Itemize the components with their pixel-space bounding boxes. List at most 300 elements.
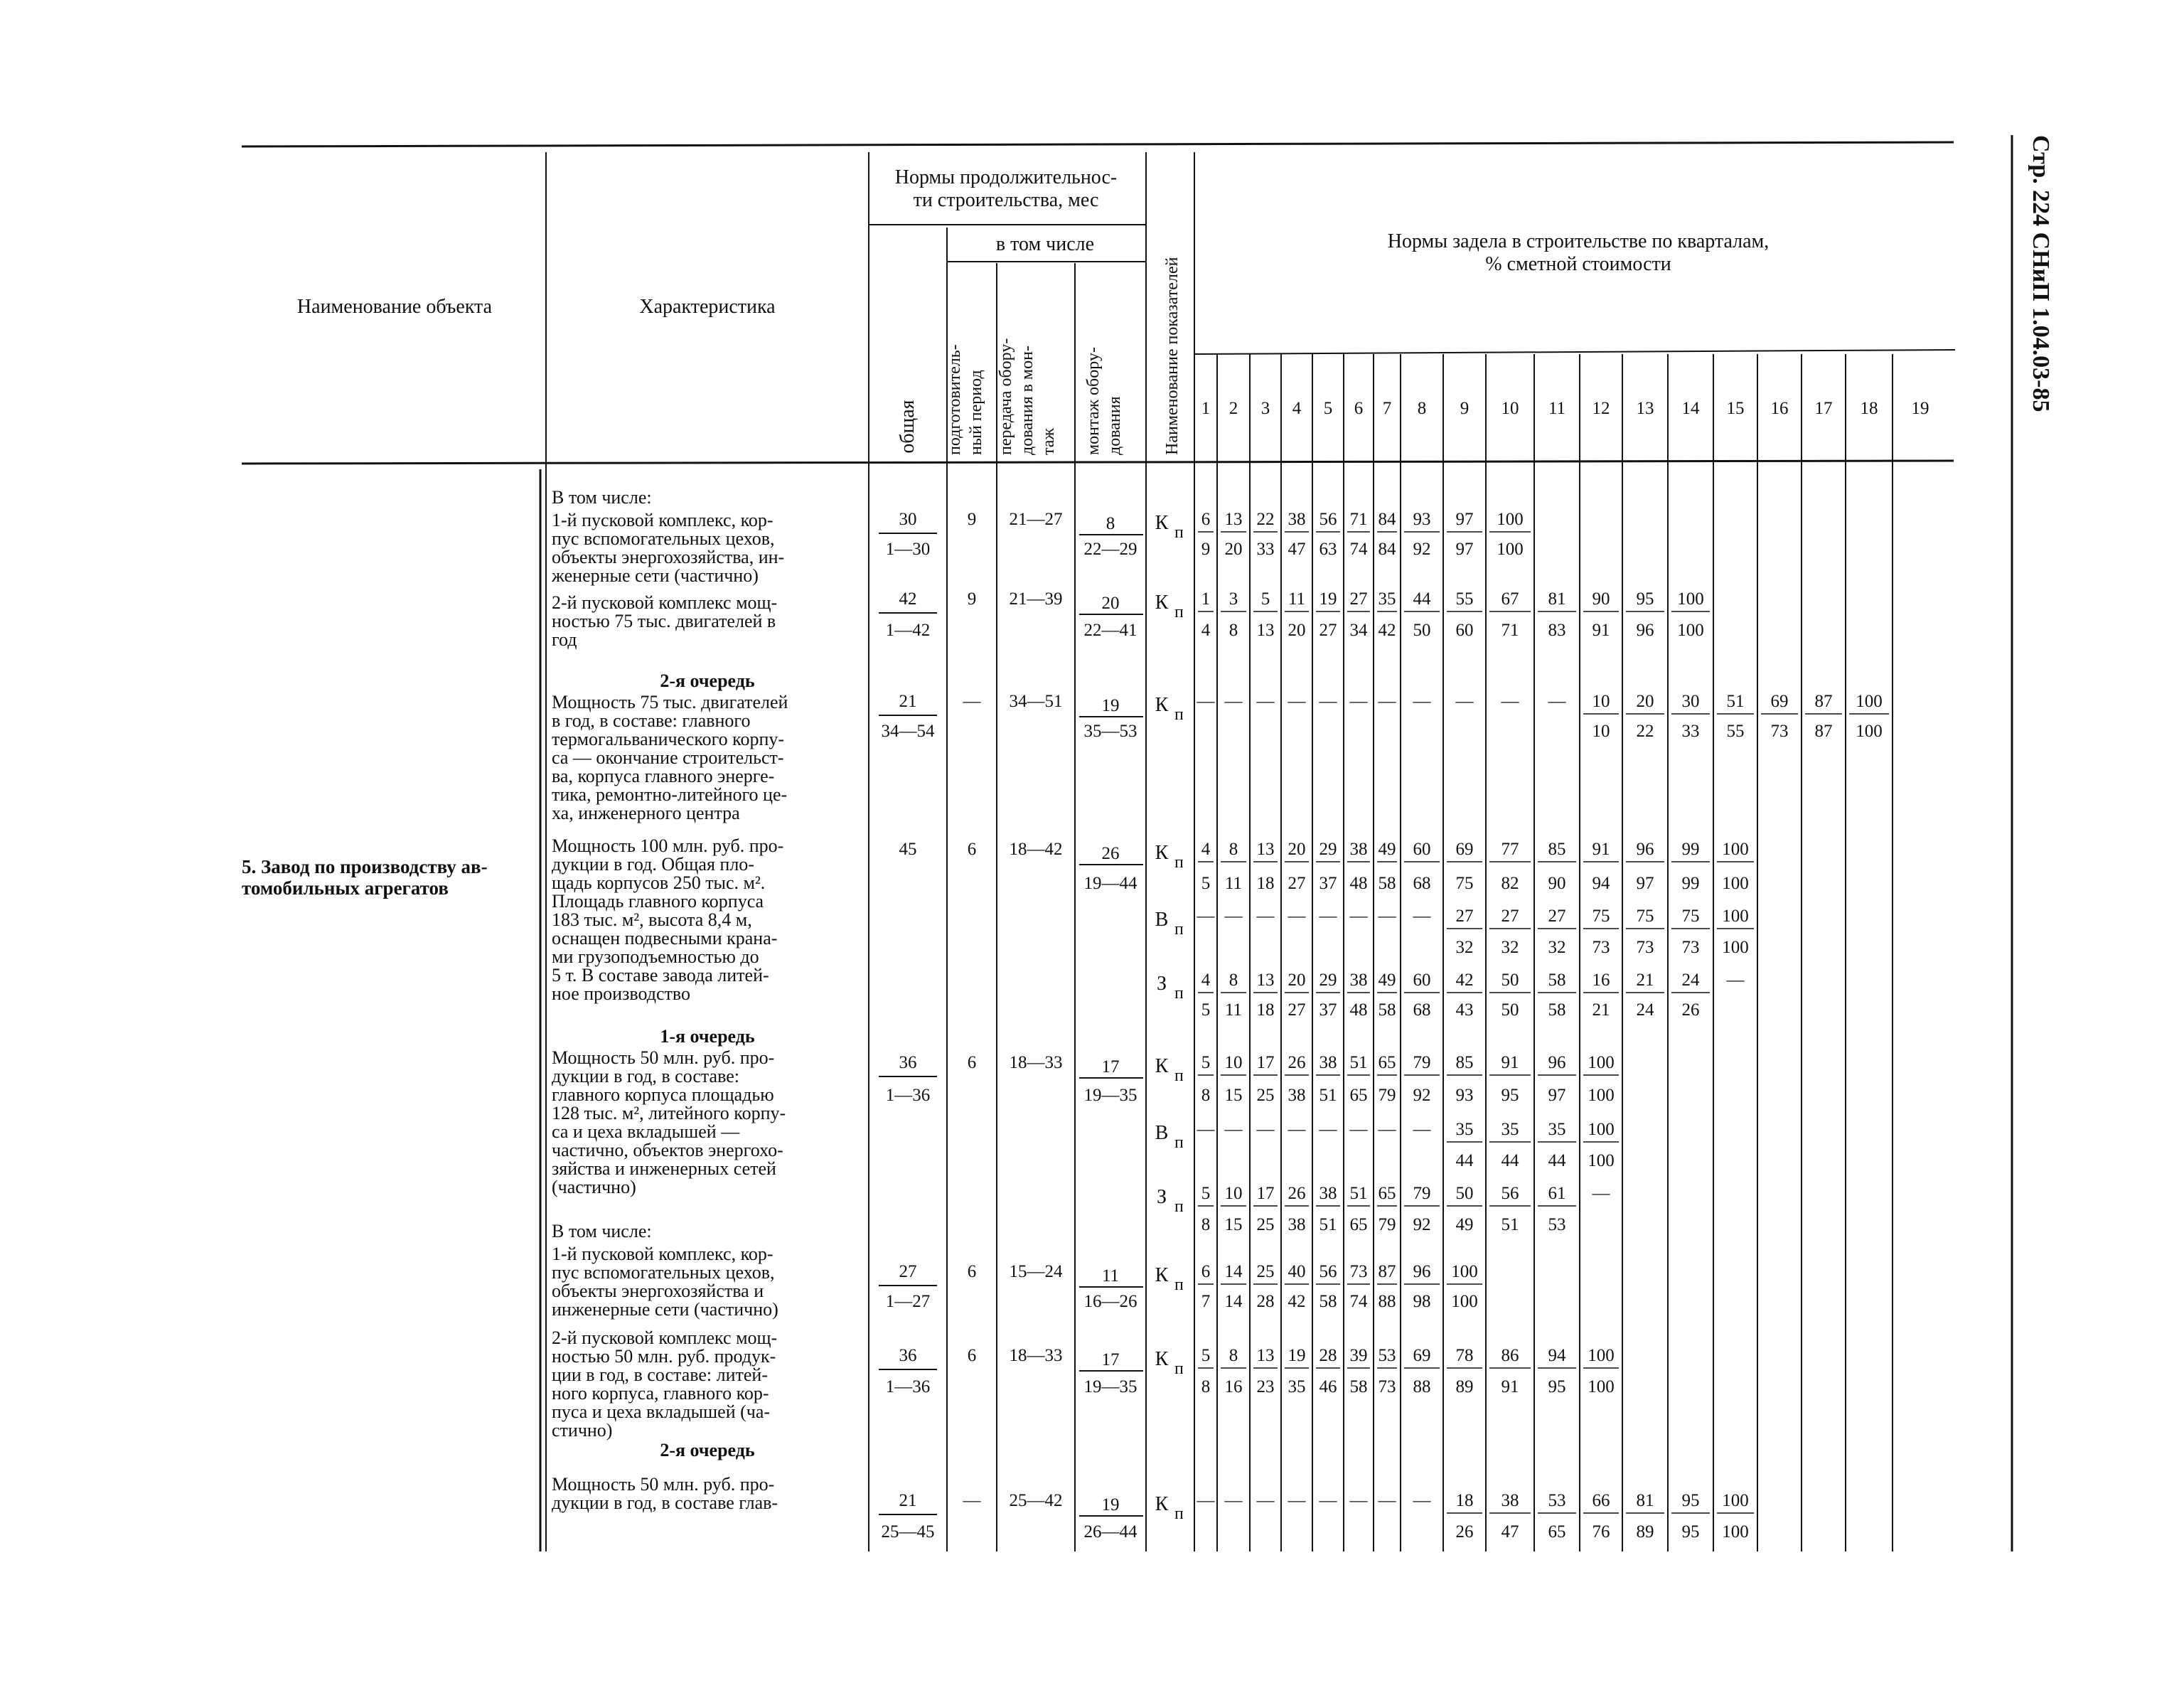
characteristic-line: ва, корпуса главного энерге- [552,766,775,786]
backlog-value: 78 [1455,1346,1474,1365]
total-duration: 30 [899,510,917,529]
backlog-value: 1 [1201,589,1211,609]
backlog-value: — [1378,692,1396,711]
total-duration-range: 1—30 [885,540,931,559]
indicator-letter: К [1155,592,1169,614]
backlog-value: 19 [1319,589,1337,609]
backlog-value: 38 [1319,1053,1337,1072]
backlog-value: 42 [1455,971,1474,990]
backlog-value-cumulative: 73 [1770,722,1789,741]
backlog-value-cumulative: 55 [1726,722,1745,741]
indicator-subscript: п [1174,603,1184,621]
total-duration-range: 25—45 [881,1522,935,1542]
backlog-value: 27 [1455,907,1474,926]
characteristic-line: ностью 75 тыс. двигателей в [552,611,776,631]
backlog-value: 65 [1378,1184,1396,1203]
prep-period: 6 [967,840,977,859]
backlog-value-cumulative: 82 [1501,874,1519,893]
backlog-value: 60 [1413,971,1431,990]
backlog-value-cumulative: 32 [1455,938,1474,957]
total-duration: 27 [899,1262,917,1281]
object-name: томобильных агрегатов [242,877,449,899]
backlog-value-cumulative: 65 [1548,1522,1566,1542]
backlog-value-cumulative: 42 [1378,621,1396,640]
transfer-period: 18—42 [1009,840,1063,859]
backlog-value: 26 [1288,1053,1306,1072]
indicator-letter: З [1156,973,1167,995]
backlog-value: — [1413,1120,1431,1139]
backlog-value: 86 [1501,1346,1519,1365]
backlog-value: 10 [1592,692,1610,711]
backlog-value-cumulative: 58 [1378,1000,1396,1020]
backlog-value: 38 [1319,1184,1337,1203]
backlog-value-cumulative: 95 [1681,1522,1700,1542]
backlog-value-cumulative: 44 [1455,1151,1474,1170]
backlog-value: — [1319,1120,1337,1139]
backlog-value: 96 [1636,840,1654,859]
backlog-value: 81 [1636,1491,1654,1510]
backlog-value-cumulative: 27 [1288,1000,1306,1020]
mount-duration: 20 [1101,594,1120,613]
mount-header: дования [1106,396,1124,455]
indicator-subscript: п [1174,1197,1184,1216]
mount-duration: 11 [1101,1266,1120,1286]
indicator-letter: З [1156,1186,1167,1208]
characteristic-line: са и цеха вкладышей — [552,1121,740,1142]
backlog-value-cumulative: 75 [1455,874,1474,893]
characteristic-line: Мощность 50 млн. руб. про- [552,1474,775,1495]
backlog-value-cumulative: 88 [1413,1377,1431,1396]
total-duration: 36 [899,1053,917,1072]
backlog-value-cumulative: 50 [1501,1000,1519,1020]
backlog-value: 95 [1681,1491,1700,1510]
backlog-value: — [1349,692,1368,711]
backlog-value: 96 [1548,1053,1566,1072]
indicator-subscript: п [1174,1359,1184,1378]
backlog-value: 17 [1256,1184,1275,1203]
transfer-period: 34—51 [1009,692,1063,711]
backlog-value-cumulative: 38 [1288,1086,1306,1105]
backlog-value-cumulative: 8 [1201,1086,1211,1105]
backlog-value-cumulative: 32 [1548,938,1566,957]
backlog-value: 75 [1681,907,1700,926]
backlog-value-cumulative: 28 [1256,1292,1275,1311]
characteristic-line: зяйства и инженерных сетей [552,1158,776,1179]
backlog-value: 60 [1413,840,1431,859]
backlog-value: — [1455,692,1474,711]
backlog-value: 51 [1349,1053,1368,1072]
backlog-value-cumulative: 46 [1319,1377,1337,1396]
backlog-value-cumulative: 91 [1501,1377,1519,1396]
characteristic-line: в год, в составе: главного [552,710,751,731]
backlog-value: 4 [1201,840,1211,859]
col-char-header: Характеристика [639,296,776,318]
backlog-value: 51 [1349,1184,1368,1203]
indicator-letter: К [1155,842,1169,864]
backlog-value-cumulative: 33 [1681,722,1700,741]
characteristic-line: 1-й пусковой комплекс, кор- [552,510,774,530]
backlog-value-cumulative: 92 [1413,1215,1431,1234]
mount-duration-range: 22—29 [1083,540,1138,559]
mount-duration: 17 [1101,1057,1120,1076]
characteristic-line: 5 т. В составе завода литей- [552,965,769,985]
total-duration-range: 34—54 [881,722,935,741]
characteristic-line: Мощность 75 тыс. двигателей [552,692,788,712]
backlog-value: — [1319,907,1337,926]
backlog-value: 100 [1722,907,1749,926]
indicator-letter: К [1155,1055,1169,1077]
backlog-value-cumulative: 93 [1455,1086,1474,1105]
characteristic-line: ного корпуса, главного кор- [552,1383,769,1404]
backlog-value: 6 [1201,510,1211,529]
backlog-value: — [1224,1491,1243,1510]
backlog-value-cumulative: 8 [1201,1377,1211,1396]
characteristic-line: термогальванического корпу- [552,729,785,749]
backlog-value-cumulative: 58 [1349,1377,1368,1396]
backlog-value: 66 [1592,1491,1610,1510]
backlog-value-cumulative: 51 [1501,1215,1519,1234]
characteristic-line: 2-й пусковой комплекс мощ- [552,592,778,613]
backlog-value: 3 [1228,589,1238,609]
mount-duration-range: 19—35 [1083,1086,1138,1105]
backlog-value: — [1288,1120,1306,1139]
characteristic-line: дукции в год, в составе глав- [552,1492,778,1513]
indicator-letter: К [1155,512,1169,534]
mount-duration: 19 [1101,1495,1120,1514]
backlog-value: 69 [1413,1346,1431,1365]
quarter-number: 12 [1592,399,1610,418]
backlog-value: 29 [1319,971,1337,990]
backlog-value-cumulative: 83 [1548,621,1566,640]
backlog-value-cumulative: 37 [1319,1000,1337,1020]
characteristic-line: инженерные сети (частично) [552,1299,778,1320]
backlog-value-cumulative: 63 [1319,540,1337,559]
quarter-number: 5 [1323,399,1333,418]
indicator-header: Наименование показателей [1163,257,1182,455]
quarter-number: 17 [1814,399,1833,418]
quarter-number: 13 [1636,399,1654,418]
backlog-value-cumulative: 76 [1592,1522,1610,1542]
object-name: 5. Завод по производству ав- [242,856,488,877]
characteristic-line: объекты энергохозяйства и [552,1281,764,1301]
backlog-value-cumulative: 44 [1548,1151,1566,1170]
backlog-value: — [1378,1120,1396,1139]
backlog-value-cumulative: 74 [1349,1292,1368,1311]
backlog-value-cumulative: 25 [1256,1086,1275,1105]
backlog-value-cumulative: 4 [1201,621,1211,640]
backlog-value-cumulative: 10 [1592,722,1610,741]
backlog-value-cumulative: 79 [1378,1086,1396,1105]
quarter-number: 16 [1770,399,1789,418]
characteristic-line: 128 тыс. м², литейного корпу- [552,1103,786,1123]
backlog-value: 84 [1378,510,1396,529]
backlog-value-cumulative: 73 [1636,938,1654,957]
prep-period: — [963,1491,981,1510]
backlog-value: 27 [1501,907,1519,926]
quarter-number: 19 [1911,399,1929,418]
backlog-value: 10 [1224,1053,1243,1072]
characteristic-line: частично, объектов энергохо- [552,1140,783,1160]
backlog-value: 22 [1256,510,1275,529]
indicator-letter: К [1155,694,1169,716]
backlog-value-cumulative: 42 [1288,1292,1306,1311]
backlog-value-cumulative: 11 [1224,874,1243,893]
mount-duration: 19 [1101,696,1120,715]
backlog-value-cumulative: 92 [1413,1086,1431,1105]
incl-header: в том числе [995,233,1095,255]
characteristic-line: ностью 50 млн. руб. продук- [552,1346,776,1367]
backlog-value: 35 [1378,589,1396,609]
backlog-value: 10 [1224,1184,1243,1203]
backlog-value-cumulative: 23 [1256,1377,1275,1396]
backlog-value-cumulative: 97 [1636,874,1654,893]
backlog-value: 13 [1256,840,1275,859]
backlog-value: 100 [1588,1053,1615,1072]
mount-duration-range: 22—41 [1083,621,1138,640]
characteristic-line: дукции в год, в составе: [552,1066,739,1086]
backlog-value-cumulative: 51 [1319,1086,1337,1105]
transfer-period: 18—33 [1009,1053,1063,1072]
transfer-header: передача обору- [997,338,1015,455]
backlog-value: 25 [1256,1262,1275,1281]
backlog-value-cumulative: 9 [1201,540,1211,559]
backlog-value: 79 [1413,1184,1431,1203]
quarter-number: 10 [1501,399,1519,418]
characteristic-line: оснащен подвесными крана- [552,928,778,949]
backlog-value-cumulative: 58 [1319,1292,1337,1311]
backlog-value: — [1319,692,1337,711]
backlog-value-cumulative: 16 [1224,1377,1243,1396]
backlog-value: 53 [1378,1346,1396,1365]
backlog-value: — [1197,1491,1215,1510]
indicator-letter: В [1155,909,1169,931]
total-duration-range: 1—36 [885,1377,931,1396]
backlog-value-cumulative: 95 [1501,1086,1519,1105]
backlog-value: — [1319,1491,1337,1510]
backlog-value-cumulative: 100 [1856,722,1883,741]
prep-period: 6 [967,1262,977,1281]
transfer-period: 18—33 [1009,1346,1063,1365]
transfer-period: 25—42 [1009,1491,1063,1510]
backlog-value: 77 [1501,840,1519,859]
backlog-value: 21 [1636,971,1654,990]
backlog-value: 100 [1588,1120,1615,1139]
backlog-value-cumulative: 48 [1349,874,1368,893]
backlog-value-cumulative: 26 [1455,1522,1474,1542]
characteristic-line: объекты энергохозяйства, ин- [552,547,785,567]
characteristic-line: 2-й пусковой комплекс мощ- [552,1327,778,1348]
backlog-value-cumulative: 43 [1455,1000,1474,1020]
backlog-value: 100 [1722,1491,1749,1510]
indicator-subscript: п [1174,1505,1184,1523]
backlog-value: 13 [1224,510,1243,529]
backlog-value-cumulative: 22 [1636,722,1654,741]
backlog-value: 99 [1681,840,1700,859]
backlog-value: 91 [1592,840,1610,859]
characteristic-line: пус вспомогательных цехов, [552,528,775,549]
total-duration-range: 1—42 [885,621,931,640]
backlog-value: 100 [1588,1346,1615,1365]
backlog-value-cumulative: 91 [1592,621,1610,640]
backlog-value: 87 [1814,692,1833,711]
characteristic-line: стично) [552,1420,613,1441]
backlog-value: — [1413,1491,1431,1510]
characteristic-line: (частично) [552,1177,636,1197]
backlog-value: 94 [1548,1346,1566,1365]
backlog-value: 100 [1677,589,1704,609]
backlog-value-cumulative: 14 [1224,1292,1243,1311]
backlog-value-cumulative: 100 [1451,1292,1478,1311]
characteristic-line: ции в год, в составе: литей- [552,1364,768,1385]
backlog-value: 39 [1349,1346,1368,1365]
backlog-value: 49 [1378,971,1396,990]
indicator-subscript: п [1174,1067,1184,1085]
backlog-value-cumulative: 5 [1201,1000,1211,1020]
indicator-letter: К [1155,1348,1169,1370]
backlog-value-cumulative: 65 [1349,1086,1368,1105]
quarter-number: 1 [1201,399,1211,418]
backlog-value: — [1288,692,1306,711]
backlog-value-cumulative: 90 [1548,874,1566,893]
backlog-value: 90 [1592,589,1610,609]
backlog-value: — [1224,1120,1243,1139]
indicator-subscript: п [1174,853,1184,872]
backlog-value: 100 [1451,1262,1478,1281]
characteristic-line: ное производство [552,983,690,1004]
backlog-value: — [1288,1491,1306,1510]
backlog-value: — [1349,1491,1368,1510]
backlog-value: 8 [1228,840,1238,859]
total-duration: 21 [899,1491,917,1510]
backlog-value-cumulative: 11 [1224,1000,1243,1020]
stage-heading: 1-я очередь [660,1026,755,1047]
backlog-value: 81 [1548,589,1566,609]
backlog-value-cumulative: 100 [1722,1522,1749,1542]
backlog-value-cumulative: 73 [1378,1377,1396,1396]
backlog-value: 69 [1770,692,1789,711]
backlog-value: 13 [1256,971,1275,990]
backlog-value: 51 [1726,692,1745,711]
quarter-number: 7 [1382,399,1392,418]
stage-heading: 2-я очередь [660,1440,755,1460]
backlog-value: — [1349,907,1368,926]
backlog-value-cumulative: 58 [1548,1000,1566,1020]
mount-duration-range: 26—44 [1083,1522,1138,1542]
backlog-value: 58 [1548,971,1566,990]
backlog-value-cumulative: 26 [1681,1000,1700,1020]
backlog-value: — [1224,692,1243,711]
backlog-value-cumulative: 47 [1288,540,1306,559]
characteristic-line: ха, инженерного центра [552,803,740,823]
backlog-value-cumulative: 100 [1588,1151,1615,1170]
backlog-value-cumulative: 98 [1413,1292,1431,1311]
mount-duration-range: 16—26 [1083,1292,1138,1311]
backlog-value: 5 [1201,1053,1211,1072]
backlog-header: % сметной стоимости [1485,253,1671,275]
backlog-value: 27 [1548,907,1566,926]
backlog-value-cumulative: 32 [1501,938,1519,957]
backlog-value: — [1413,907,1431,926]
backlog-value-cumulative: 15 [1224,1215,1243,1234]
backlog-value-cumulative: 68 [1413,874,1431,893]
backlog-value: 85 [1455,1053,1474,1072]
backlog-value: 35 [1548,1120,1566,1139]
total-header: общая [896,400,919,454]
total-duration-range: 1—27 [885,1292,931,1311]
backlog-value: 50 [1501,971,1519,990]
backlog-value: 95 [1636,589,1654,609]
indicator-letter: К [1155,1264,1169,1286]
backlog-value-cumulative: 94 [1592,874,1610,893]
backlog-value: 17 [1256,1053,1275,1072]
backlog-value: 8 [1228,971,1238,990]
characteristic-line: 1-й пусковой комплекс, кор- [552,1244,774,1264]
quarter-number: 6 [1354,399,1364,418]
mount-duration-range: 19—35 [1083,1377,1138,1396]
stage-heading: 2-я очередь [660,670,755,691]
backlog-value: 55 [1455,589,1474,609]
quarter-number: 4 [1292,399,1302,418]
backlog-value-cumulative: 5 [1201,874,1211,893]
backlog-value: 20 [1636,692,1654,711]
backlog-value: — [1349,1120,1368,1139]
backlog-value-cumulative: 74 [1349,540,1368,559]
backlog-value: 56 [1501,1184,1519,1203]
backlog-value-cumulative: 68 [1413,1000,1431,1020]
backlog-value: 96 [1413,1262,1431,1281]
quarter-number: 15 [1726,399,1745,418]
backlog-value: 97 [1455,510,1474,529]
backlog-value-cumulative: 8 [1201,1215,1211,1234]
backlog-value-cumulative: 13 [1256,621,1275,640]
backlog-value: 71 [1349,510,1368,529]
backlog-value: — [1256,1491,1275,1510]
backlog-value-cumulative: 50 [1413,621,1431,640]
backlog-value: — [1197,907,1215,926]
characteristic-line: пуса и цеха вкладышей (ча- [552,1401,771,1422]
backlog-value-cumulative: 44 [1501,1151,1519,1170]
backlog-value-cumulative: 48 [1349,1000,1368,1020]
backlog-value: 8 [1228,1346,1238,1365]
backlog-value-cumulative: 92 [1413,540,1431,559]
backlog-value-cumulative: 51 [1319,1215,1337,1234]
indicator-subscript: п [1174,984,1184,1003]
backlog-value: 19 [1288,1346,1306,1365]
characteristic-line: щадь корпусов 250 тыс. м². [552,872,766,893]
backlog-value-cumulative: 47 [1501,1522,1519,1542]
norms-duration-header: ти строительства, мес [913,189,1099,211]
backlog-value: 38 [1501,1491,1519,1510]
backlog-value-cumulative: 88 [1378,1292,1396,1311]
backlog-value-cumulative: 38 [1288,1215,1306,1234]
backlog-value: 30 [1681,692,1700,711]
indicator-subscript: п [1174,1276,1184,1294]
backlog-value: 50 [1455,1184,1474,1203]
characteristic-line: 183 тыс. м², высота 8,4 м, [552,909,752,930]
backlog-value-cumulative: 33 [1256,540,1275,559]
backlog-value: 61 [1548,1184,1566,1203]
backlog-value: 56 [1319,510,1337,529]
norms-duration-header: Нормы продолжительнос- [894,166,1118,188]
quarter-number: 3 [1260,399,1270,418]
backlog-value: — [1726,971,1745,990]
backlog-value: — [1288,907,1306,926]
characteristic-line: ми грузоподъемностью до [552,946,759,967]
backlog-value: 44 [1413,589,1431,609]
backlog-value-cumulative: 87 [1814,722,1833,741]
backlog-value: 38 [1349,971,1368,990]
prep-period: 9 [967,510,977,529]
